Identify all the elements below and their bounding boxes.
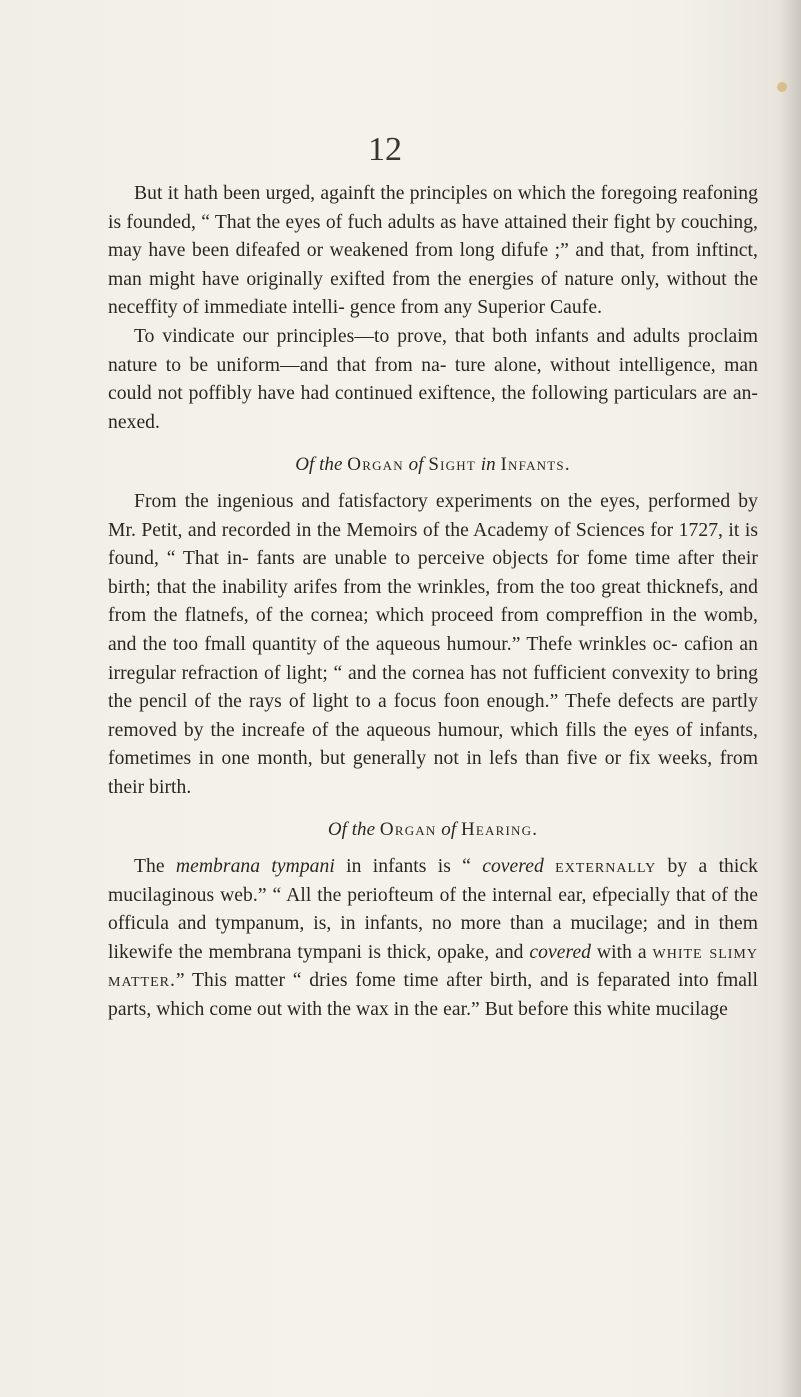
heading-sight-in-infants: Of the Organ of Sight in Infants. — [295, 454, 571, 476]
paragraph-urged: But it hath been urged, againft the principles on which the foregoing reafoning is founded, “ That the eyes of fuch adults as have attained their fight by couching, may have been difeafed or weakened from long difufe ;” and that, from inftinct, man might have originally exifted from the energies of nature only, without the neceffity of immediate intelli- gence from any Superior Caufe. — [108, 183, 758, 319]
term-externally: externally — [555, 856, 657, 878]
heading-hearing: Of the Organ of Hearing. — [327, 819, 539, 841]
term-covered: covered — [482, 856, 544, 878]
page-edge-shadow — [779, 0, 801, 1397]
paper-stain — [777, 82, 787, 92]
term-covered-2: covered — [529, 941, 592, 963]
paragraph-vindicate: To vindicate our principles—to prove, that both infants and adults proclaim nature to be uniform—and that from na- ture alone, without intelligence, man could not poffibly have had continued exiftence, the following particulars are an- nexed. — [108, 325, 758, 433]
term-membrana-tympani: membrana tympani — [175, 856, 335, 878]
term-white-slimy-matter: white slimy matter. — [108, 941, 758, 992]
body-text — [108, 180, 758, 1025]
page-number: 12 — [368, 131, 402, 168]
paragraph-membrana-tympani: The membrana tympani in infants is “ covered externally by a thick mucilaginous web.” “ All the periofteum of the internal ear, efpecially that of the officula and tympanum, is, in infants, no more than a mucilage; and in them likewife the membrana tympani is thick, opake, and covered with a white slimy matter.” This matter “ dries fome time after birth, and is feparated into fmall parts, which come out with the wax in the ear.” But before this white mucilage — [108, 856, 758, 1021]
paragraph-petit-experiments: From the ingenious and fatisfactory experiments on the eyes, performed by Mr. Petit, and recorded in the Memoirs of the Academy of Sciences for 1727, it is found, “ That in- fants are unable to perceive objects for fome time after their birth; that the inability arifes from the wrinkles, from the too great thicknefs, and from the flatnefs, of the cornea; which proceed from compreffion in the womb, and the too fmall quantity of the aqueous humour.” Thefe wrinkles oc- cafion an irregular refraction of light; “ and the cornea has not fufficient convexity to bring the pencil of the rays of light to a focus foon enough.” Thefe defects are partly removed by the increafe of the aqueous humour, which fills the eyes of infants, fometimes in one month, but generally not in lefs than five or fix weeks, from their birth. — [108, 490, 758, 798]
